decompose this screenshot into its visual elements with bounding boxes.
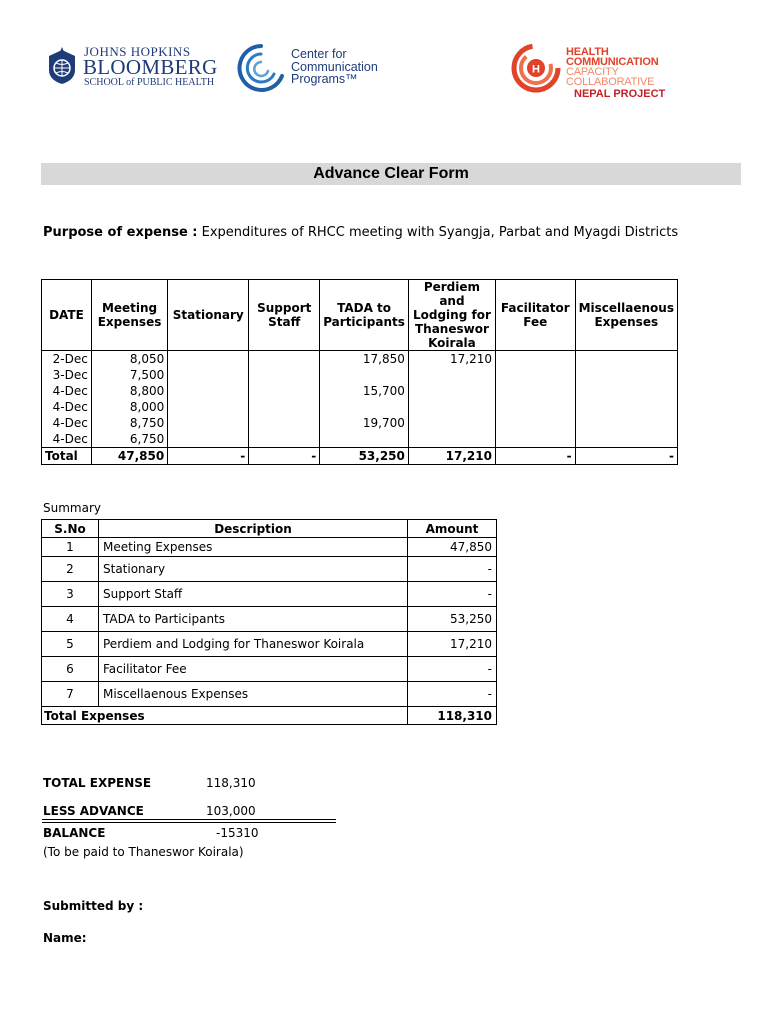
expense-row [42, 383, 678, 399]
jhu-seal-icon [46, 46, 78, 86]
hc3-line3: CAPACITY [566, 66, 619, 78]
summary-total-row [42, 707, 497, 725]
hc3-line2: COMMUNICATION [566, 56, 659, 68]
summary-desc-cell: TADA to Participants [99, 607, 408, 632]
hc3-line1: HEALTH [566, 46, 609, 58]
summary-amt-cell: - [408, 582, 497, 607]
expense-cell [249, 415, 320, 431]
total-expense-value: 118,310 [206, 776, 256, 790]
expense-cell [249, 351, 320, 368]
expense-cell [495, 415, 575, 431]
expense-cell [320, 431, 409, 448]
summary-desc-cell: Support Staff [99, 582, 408, 607]
expense-cell: 19,700 [320, 415, 409, 431]
summary-col-header: Description [99, 520, 408, 538]
summary-table [41, 519, 497, 725]
jhu-bloomberg-logo [44, 42, 218, 92]
expense-date-cell: 4-Dec [42, 399, 92, 415]
expense-date-cell: 4-Dec [42, 431, 92, 448]
summary-sno-cell: 2 [42, 557, 99, 582]
expense-date-cell: 2-Dec [42, 351, 92, 368]
expense-cell: 15,700 [320, 383, 409, 399]
summary-row [42, 607, 497, 632]
summary-row [42, 657, 497, 682]
summary-desc-cell: Stationary [99, 557, 408, 582]
balance-note: (To be paid to Thaneswor Koirala) [43, 845, 244, 859]
expense-cell [495, 351, 575, 368]
summary-sno-cell: 1 [42, 538, 99, 557]
expense-cell [495, 367, 575, 383]
summary-total-amount: 118,310 [408, 707, 497, 725]
less-advance-label: LESS ADVANCE [43, 804, 144, 818]
submitted-by-label: Submitted by : [43, 899, 144, 913]
purpose-label: Purpose of expense : [43, 225, 198, 240]
summary-label: Summary [43, 501, 101, 515]
expense-cell [320, 399, 409, 415]
col-header: Facilitator Fee [495, 280, 575, 351]
total-cell: - [575, 448, 677, 465]
summary-row [42, 632, 497, 657]
total-cell: - [249, 448, 320, 465]
expense-row [42, 399, 678, 415]
hc3-logo [510, 42, 680, 102]
expense-cell [408, 399, 495, 415]
col-header: TADA to Participants [320, 280, 409, 351]
summary-desc-cell: Perdiem and Lodging for Thaneswor Koirala [99, 632, 408, 657]
total-cell: - [168, 448, 249, 465]
expense-cell [249, 367, 320, 383]
expense-date-cell: 3-Dec [42, 367, 92, 383]
ccp-swirl-icon [234, 42, 288, 94]
summary-amt-cell: - [408, 682, 497, 707]
expense-cell [495, 399, 575, 415]
expense-cell [408, 431, 495, 448]
expense-cell: 8,750 [91, 415, 167, 431]
total-cell: 17,210 [408, 448, 495, 465]
summary-total-label: Total Expenses [42, 707, 408, 725]
total-label-cell: Total [42, 448, 92, 465]
expense-cell [575, 351, 677, 368]
summary-desc-cell: Miscellaenous Expenses [99, 682, 408, 707]
summary-row [42, 557, 497, 582]
purpose-value: Expenditures of RHCC meeting with Syangja, Parbat and Myagdi Districts [201, 225, 679, 240]
expense-cell [249, 399, 320, 415]
expense-cell [575, 399, 677, 415]
expense-cell [168, 431, 249, 448]
hc3-mark: H [532, 63, 540, 76]
jhu-line3: SCHOOL of PUBLIC HEALTH [84, 77, 215, 88]
hc3-line4: COLLABORATIVE [566, 76, 655, 88]
jhu-line2: BLOOMBERG [83, 55, 218, 79]
jhu-line1: JOHNS HOPKINS [84, 44, 191, 59]
total-expense-label: TOTAL EXPENSE [43, 776, 152, 790]
form-title: Advance Clear Form [313, 165, 469, 182]
summary-sno-cell: 3 [42, 582, 99, 607]
hc3-project: NEPAL PROJECT [574, 88, 666, 100]
expense-header-row [42, 280, 678, 351]
balance-label: BALANCE [43, 826, 106, 840]
col-header: Perdiem and Lodging for Thaneswor Koirala [408, 280, 495, 351]
expense-row [42, 351, 678, 368]
expense-cell [168, 415, 249, 431]
expense-cell [168, 351, 249, 368]
expense-cell: 7,500 [91, 367, 167, 383]
expense-cell [249, 383, 320, 399]
expense-date-cell: 4-Dec [42, 415, 92, 431]
summary-row [42, 582, 497, 607]
summary-sno-cell: 6 [42, 657, 99, 682]
expense-cell [249, 431, 320, 448]
expense-cell [495, 383, 575, 399]
expense-cell [408, 367, 495, 383]
expense-cell: 8,000 [91, 399, 167, 415]
divider-line [42, 822, 336, 823]
summary-sno-cell: 7 [42, 682, 99, 707]
col-header: Meeting Expenses [91, 280, 167, 351]
divider-line [42, 819, 336, 820]
summary-row [42, 538, 497, 557]
expense-cell: 17,210 [408, 351, 495, 368]
expense-cell [408, 383, 495, 399]
expense-cell [168, 399, 249, 415]
form-title-bar [41, 163, 741, 185]
expense-cell [408, 415, 495, 431]
col-header: DATE [42, 280, 92, 351]
summary-col-header: S.No [42, 520, 99, 538]
expense-cell [575, 415, 677, 431]
col-header: Support Staff [249, 280, 320, 351]
expense-cell: 6,750 [91, 431, 167, 448]
expense-cell [575, 383, 677, 399]
summary-row [42, 682, 497, 707]
summary-header-row [42, 520, 497, 538]
col-header: Miscellaenous Expenses [575, 280, 677, 351]
expense-cell [168, 383, 249, 399]
less-advance-value: 103,000 [206, 804, 256, 818]
total-cell: - [495, 448, 575, 465]
expense-cell [168, 367, 249, 383]
summary-amt-cell: 17,210 [408, 632, 497, 657]
expense-table [41, 279, 678, 465]
expense-total-row [42, 448, 678, 465]
ccp-line2: Communication [291, 59, 378, 74]
summary-desc-cell: Meeting Expenses [99, 538, 408, 557]
ccp-logo [234, 42, 394, 94]
summary-col-header: Amount [408, 520, 497, 538]
expense-cell: 17,850 [320, 351, 409, 368]
expense-row [42, 431, 678, 448]
expense-cell [575, 367, 677, 383]
expense-cell: 8,050 [91, 351, 167, 368]
total-cell: 53,250 [320, 448, 409, 465]
expense-cell [575, 431, 677, 448]
expense-date-cell: 4-Dec [42, 383, 92, 399]
expense-cell [320, 367, 409, 383]
summary-amt-cell: 53,250 [408, 607, 497, 632]
expense-cell [495, 431, 575, 448]
summary-sno-cell: 5 [42, 632, 99, 657]
summary-desc-cell: Facilitator Fee [99, 657, 408, 682]
summary-amt-cell: - [408, 657, 497, 682]
expense-cell: 8,800 [91, 383, 167, 399]
summary-amt-cell: - [408, 557, 497, 582]
balance-value: -15310 [216, 826, 259, 840]
total-cell: 47,850 [91, 448, 167, 465]
hc3-swirl-icon [510, 42, 562, 94]
expense-row [42, 415, 678, 431]
ccp-line1: Center for [291, 47, 347, 61]
col-header: Stationary [168, 280, 249, 351]
summary-sno-cell: 4 [42, 607, 99, 632]
ccp-line3: Programs™ [291, 72, 358, 86]
summary-amt-cell: 47,850 [408, 538, 497, 557]
name-label: Name: [43, 931, 87, 945]
expense-row [42, 367, 678, 383]
purpose-line [43, 225, 678, 240]
